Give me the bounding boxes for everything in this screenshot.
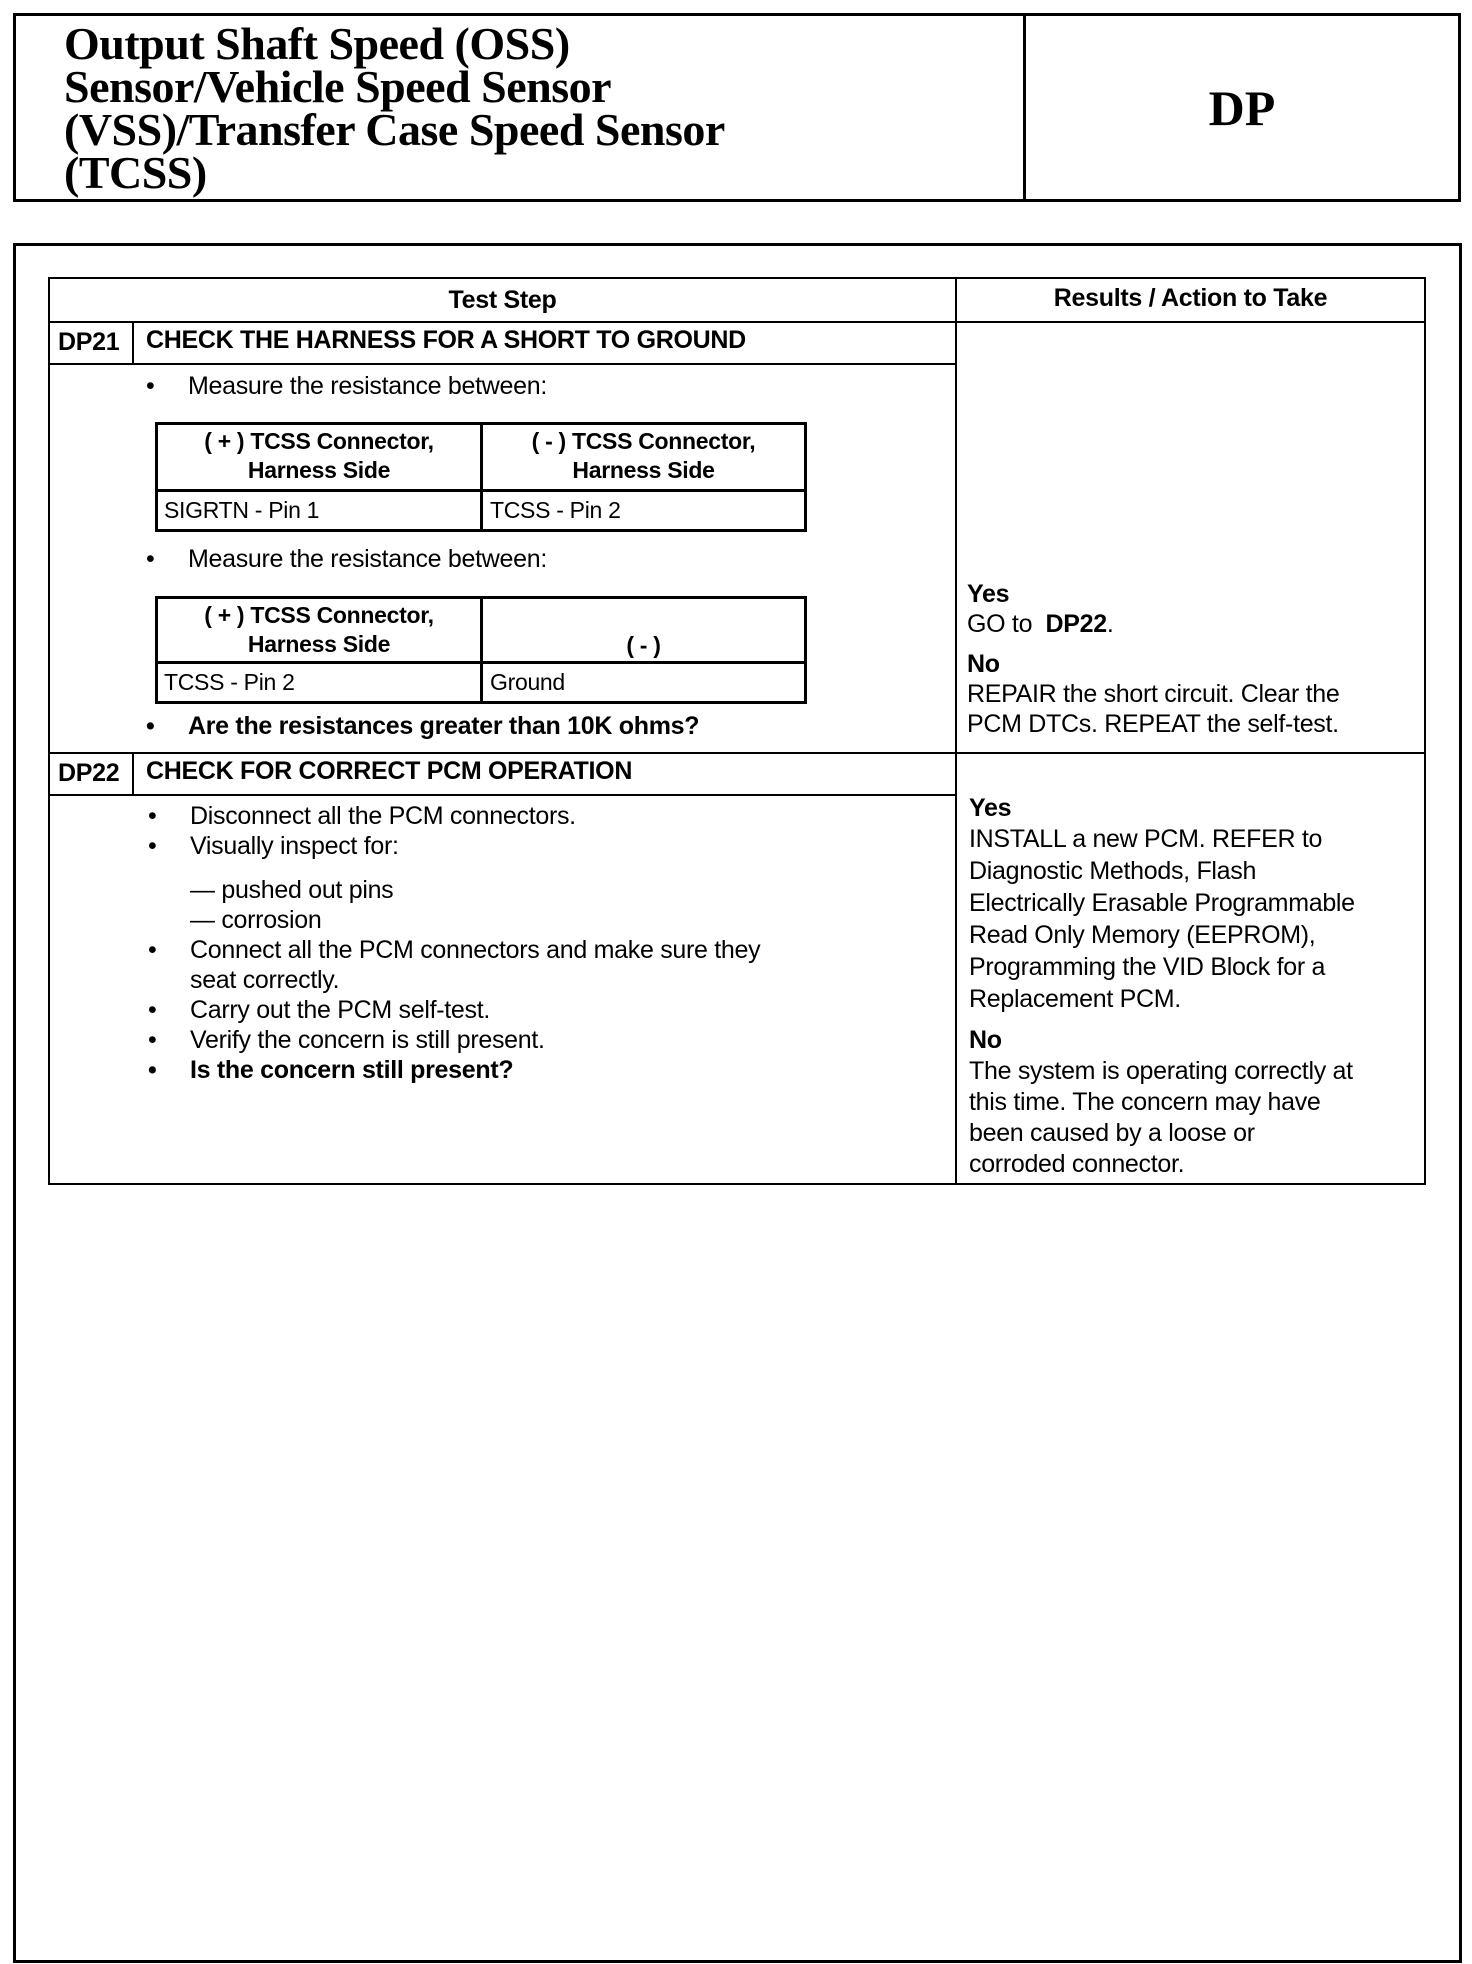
table-cell: Ground <box>490 669 565 695</box>
table-header <box>158 427 480 485</box>
no-action: REPAIR the short circuit. Clear the <box>967 680 1340 708</box>
table-cell: TCSS - Pin 2 <box>490 497 621 523</box>
bullet-item: • Visually inspect for: <box>190 831 399 861</box>
title-line: Output Shaft Speed (OSS) <box>64 18 570 69</box>
step-title: CHECK THE HARNESS FOR A SHORT TO GROUND <box>146 326 746 354</box>
row-divider <box>50 752 1424 754</box>
no-action: The system is operating correctly at <box>969 1057 1353 1085</box>
step-id: DP21 <box>58 328 120 356</box>
no-action: corroded connector. <box>969 1150 1185 1178</box>
row-divider <box>50 794 956 796</box>
sub-item: — pushed out pins <box>190 876 394 904</box>
sub-item: — corrosion <box>190 906 322 934</box>
page-header <box>13 13 1461 202</box>
yes-action: Replacement PCM. <box>969 985 1181 1013</box>
connector-table-2 <box>155 596 807 704</box>
column-header-results: Results / Action to Take <box>1053 284 1328 312</box>
bullet-item: • Disconnect all the PCM connectors. <box>190 801 576 831</box>
step-reference-link[interactable]: DP22 <box>1045 610 1107 638</box>
header-line: Harness Side <box>247 457 391 483</box>
no-action: this time. The concern may have <box>969 1088 1321 1116</box>
page-title <box>64 18 1004 198</box>
header-line: ( + ) TCSS Connector, <box>204 602 434 628</box>
cell-divider <box>158 661 804 664</box>
column-divider <box>955 279 957 1183</box>
header-line: ( + ) TCSS Connector, <box>204 428 434 454</box>
header-line: Harness Side <box>572 457 715 483</box>
yes-label: Yes <box>967 580 1010 608</box>
table-header <box>483 427 804 485</box>
yes-action: Electrically Erasable Programmable <box>969 889 1355 917</box>
step-title: CHECK FOR CORRECT PCM OPERATION <box>146 757 633 785</box>
bullet-item: • Verify the concern is still present. <box>190 1025 545 1055</box>
no-action: been caused by a loose or <box>969 1119 1255 1147</box>
no-action: PCM DTCs. REPEAT the self-test. <box>967 710 1339 738</box>
table-header <box>158 601 480 659</box>
column-header-test-step: Test Step <box>448 286 557 314</box>
header-divider <box>50 321 1424 323</box>
connector-table-1 <box>155 422 807 532</box>
step-id-divider <box>132 752 134 794</box>
yes-label: Yes <box>969 794 1012 822</box>
action-text: . <box>1106 610 1114 638</box>
step-id-divider <box>132 321 134 363</box>
section-code: DP <box>1208 79 1276 136</box>
yes-action <box>967 609 1113 639</box>
yes-action: Programming the VID Block for a <box>969 953 1326 981</box>
yes-action: INSTALL a new PCM. REFER to <box>969 825 1323 853</box>
no-label: No <box>969 1026 1002 1054</box>
title-line: Sensor/Vehicle Speed Sensor <box>64 61 612 112</box>
yes-action: Read Only Memory (EEPROM), <box>969 921 1316 949</box>
title-line: (VSS)/Transfer Case Speed Sensor <box>64 104 725 155</box>
table-cell: SIGRTN - Pin 1 <box>164 497 320 523</box>
bullet-item: • Carry out the PCM self-test. <box>190 995 490 1025</box>
cell-divider <box>158 489 804 492</box>
title-line: (TCSS) <box>64 147 207 198</box>
bullet-item: • Measure the resistance between: <box>188 371 547 401</box>
table-header: ( - ) <box>626 632 661 658</box>
question: • Are the resistances greater than 10K ohms? <box>188 711 699 741</box>
step-id: DP22 <box>58 759 120 787</box>
table-cell: TCSS - Pin 2 <box>164 669 295 695</box>
row-divider <box>50 363 956 365</box>
bullet-item: • Measure the resistance between: <box>188 544 547 574</box>
header-line: Harness Side <box>247 631 391 657</box>
header-line: ( - ) TCSS Connector, <box>531 428 756 454</box>
action-text: GO to <box>967 610 1033 638</box>
bullet-item-cont: seat correctly. <box>190 966 340 994</box>
question: • Is the concern still present? <box>190 1055 513 1085</box>
no-label: No <box>967 650 1000 678</box>
diagnostic-table <box>48 277 1426 1185</box>
yes-action: Diagnostic Methods, Flash <box>969 857 1257 885</box>
bullet-item: • Connect all the PCM connectors and make sure they <box>190 935 760 965</box>
